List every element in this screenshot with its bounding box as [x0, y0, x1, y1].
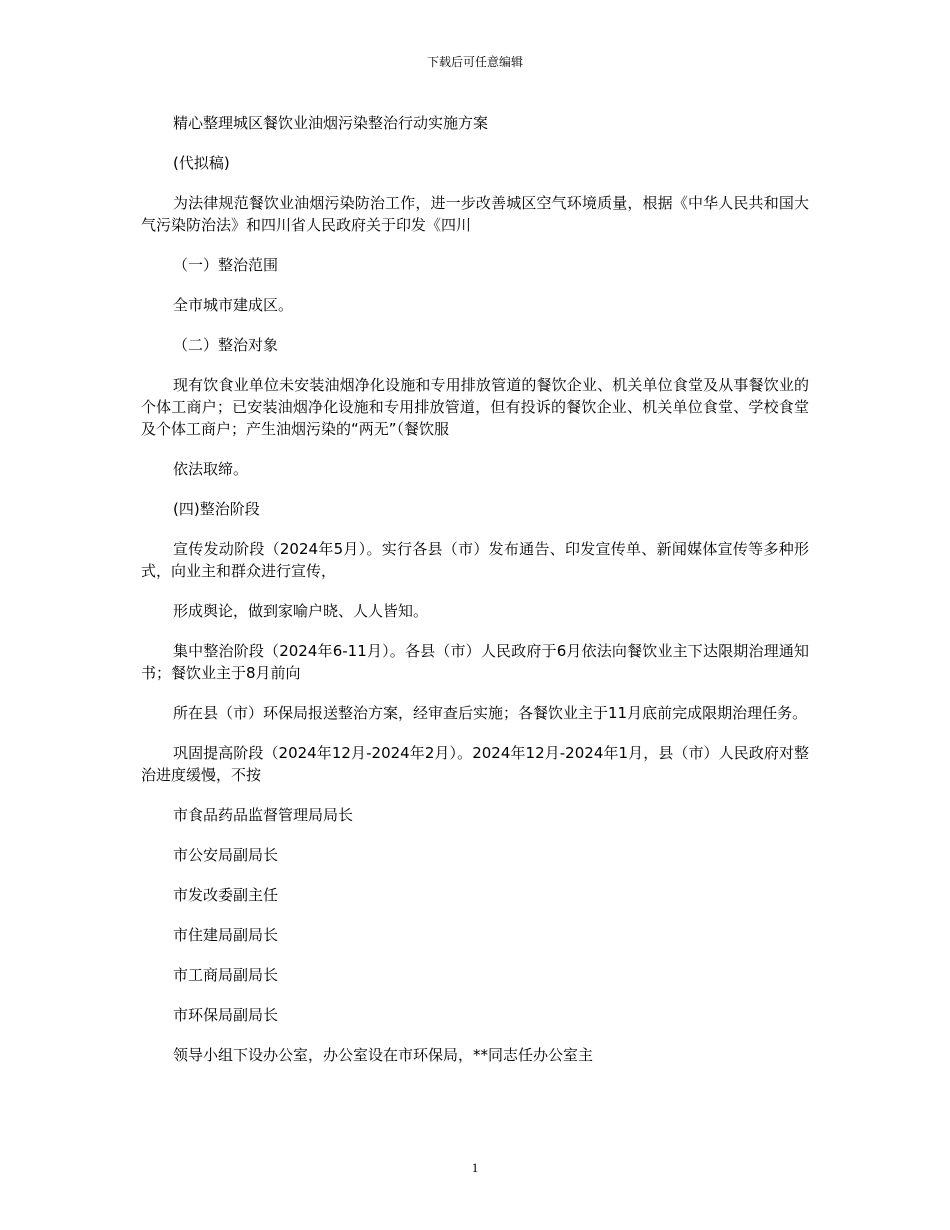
section-heading-targets: （二）整治对象 [173, 336, 279, 354]
intro-paragraph: 为法律规范餐饮业油烟污染防治工作，进一步改善城区空气环境质量，根据《中华人民共和国大气污染防治法》和四川省人民政府关于印发《四川 [141, 194, 809, 234]
member-item: 市食品药品监督管理局局长 [173, 806, 354, 824]
paragraph: 宣传发动阶段（2024年5月）。实行各县（市）发布通告、印发宣传单、新闻媒体宣传等多种形式，向业主和群众进行宣传， [141, 540, 809, 580]
document-body [141, 112, 809, 1084]
draft-note: (代拟稿) [173, 154, 230, 172]
paragraph: 领导小组下设办公室，办公室设在市环保局，**同志任办公室主 [173, 1046, 594, 1064]
member-item: 市住建局副局长 [173, 926, 279, 944]
paragraph: 所在县（市）环保局报送整治方案，经审查后实施；各餐饮业主于11月底前完成限期治理任务。 [173, 704, 808, 722]
document-title: 精心整理城区餐饮业油烟污染整治行动实施方案 [173, 114, 489, 132]
section-heading-stages: (四)整治阶段 [173, 500, 260, 518]
member-item: 市工商局副局长 [173, 966, 279, 984]
paragraph: 现有饮食业单位未安装油烟净化设施和专用排放管道的餐饮企业、机关单位食堂及从事餐饮业的个体工商户；已安装油烟净化设施和专用排放管道，但有投诉的餐饮企业、机关单位食堂、学校食堂及个体工商户；产生油烟污染的“两无”（餐饮服 [141, 376, 809, 438]
paragraph: 集中整治阶段（2024年6-11月）。各县（市）人民政府于6月依法向餐饮业主下达限期治理通知书；餐饮业主于8月前向 [141, 642, 809, 682]
paragraph: 巩固提高阶段（2024年12月-2024年2月）。2024年12月-2024年1月，县（市）人民政府对整治进度缓慢，不按 [141, 744, 809, 784]
section-heading-scope: （一）整治范围 [173, 256, 279, 274]
member-item: 市发改委副主任 [173, 886, 279, 904]
paragraph: 形成舆论，做到家喻户晓、人人皆知。 [173, 602, 429, 620]
member-item: 市公安局副局长 [173, 846, 279, 864]
member-item: 市环保局副局长 [173, 1006, 279, 1024]
paragraph: 依法取缔。 [173, 460, 249, 478]
paragraph: 全市城市建成区。 [173, 296, 294, 314]
page-header: 下载后可任意编辑 [426, 55, 523, 69]
page-number: 1 [471, 1160, 479, 1175]
